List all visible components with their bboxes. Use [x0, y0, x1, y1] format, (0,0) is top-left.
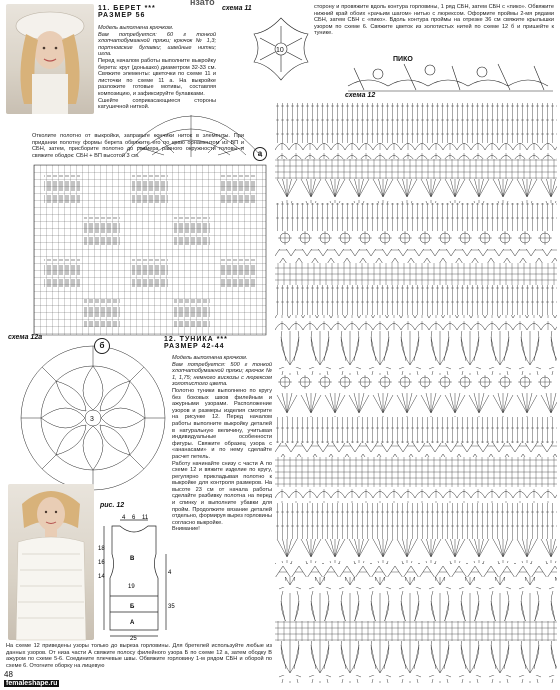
- section-12-text2: Работу начинайте снизу с части А по схеме 12 и вяжите изделие по кругу, регулярно прикладывая полотно к выкройке для контроля размеров. На высоте 23 см от начала работы сделайте разбивку полотна на перед и спинку и выполните убавки для пройм. Продолжите вязание деталей отдельно, формируя вырез горловины согласно выкройке.: [172, 460, 273, 526]
- section-12-text1: Полотно туники выполнено по кругу без боковых швов филейным и ажурными узорами. Расположение узоров и размеры изделия смотрите на рисунке 12. Перед началом работы выполните выкройку деталей в натуральную величину, учитывая индивидуальные особенности фигуры. Свяжите образец узора с «ананасами» и по нему сделайте расчет петель.: [172, 387, 272, 460]
- schema-12-chart: [275, 103, 557, 683]
- schema-12b-letter-badge: [94, 338, 110, 354]
- section-12-header: [164, 336, 274, 350]
- top-right-text: сторону и провяжите вдоль контура горловины, 1 ряд СБН, затем СБН с «пико». Обвяжите нижний край обоих «рачьим шагом» нитью с люрексом. Оформите проймы 2-мя рядами СБН, затем СБН с «пико». Вдоль контура проймы на отрезке 36 см свяжите крылышки узором по схеме 6. Свяжите цветок из золотистых нитей по схеме 12 б и пришейте к тунике.: [314, 4, 554, 37]
- section-12-text3: На схеме 12 приведены узоры только до выреза горловины. Для бретелей используйте любые из данных узоров. От низа части А свяжите полосу филейного узора Б по схеме 12 а, затем ободку В ажуром по схеме 5-6. Соедините плечевые швы. Обвяжите горловину 1-м рядом СБН и оборой по схеме 6. Отогните оборку на лицевую: [6, 643, 272, 669]
- figure-12-dim-4: 16: [98, 560, 105, 566]
- schema-12a-label: схема 12а: [8, 334, 43, 341]
- section-12-size: РАЗМЕР 42-44: [164, 343, 225, 350]
- figure-12-dim-7: 4: [168, 570, 172, 576]
- figure-12-dim-9: 25: [130, 636, 137, 642]
- schema-11-number: 10: [276, 47, 284, 54]
- schema-12b-center-number: 3: [90, 416, 94, 423]
- section-11-header: [98, 5, 218, 19]
- beret-model-illustration: [6, 4, 94, 114]
- schema-11-motif: [246, 14, 316, 84]
- schema-11a-leaf: [116, 95, 266, 165]
- section-11-needs-text: 60 г тонкой хлопчатобумажной пряжи; крючок № 1,3; портновские булавки; швейные нитки; игла.: [98, 31, 216, 58]
- figure-12-letter-b: Б: [130, 604, 135, 610]
- section-11-subtitle: Модель выполнена крючком.: [98, 25, 174, 31]
- section-11-text1: Перед началом работы выполните выкройку берета: круг (донышко) диаметром 32-33 см. Свяжите элементы: цветочки по схеме 11 и листочки по схеме 11 а. На выкройке разложите готовые мотивы, составляя композицию, и зафиксируйте булавками.: [98, 57, 216, 97]
- pico-illustration: [348, 60, 553, 94]
- schema-12b-motif: [18, 343, 168, 493]
- tunic-model-photo: [8, 484, 94, 640]
- filet-chart-left: [34, 165, 266, 335]
- schema-11a-letter: а: [257, 149, 263, 158]
- page-number: 48: [4, 670, 13, 679]
- schema-11-label: схема 11: [222, 5, 252, 12]
- schema-11a-letter-badge: [253, 147, 267, 161]
- section-11-stars: ***: [144, 5, 156, 12]
- section-11-needs-label: Вам потребуется:: [98, 31, 157, 38]
- section-12-title: 12. ТУНИКА: [164, 336, 214, 343]
- figure-12-letter-a: А: [130, 620, 135, 626]
- section-12-needs-text: 500 г тонкой хлопчатобумажной пряжи; крючок № 1, 1,75; немного вискозы с люрексом золотистого цвета.: [172, 361, 272, 388]
- beret-model-photo: [6, 4, 94, 114]
- schema-12-label: схема 12: [345, 92, 376, 99]
- figure-12-dim-5: 14: [98, 574, 105, 580]
- section-12-attention-label: Внимание!: [172, 526, 200, 533]
- section-11-size: РАЗМЕР 56: [98, 12, 146, 19]
- section-12-subtitle: Модель выполнена крючком.: [172, 355, 248, 361]
- section-12-stars: ***: [216, 336, 228, 343]
- section-12-needs-label: Вам потребуется:: [172, 361, 226, 368]
- section-11-text3: Отколите полотно от выкройки, заправьте кончики ниток в элементы. При придании полотну формы берета обвяжите его по краю орнаментом из ВП и СБН, затем, присборите полотно до размера равного окружности головы и свяжите ободок: СБН + ВП высотой 3 см.: [32, 133, 244, 159]
- figure-12-dim-1: 6: [132, 515, 136, 521]
- figure-12-drawing: [100, 512, 180, 640]
- pico-label: ПИКО: [393, 56, 413, 63]
- header-fragment: нзато: [190, 0, 215, 7]
- figure-12-dim-8: 35: [168, 604, 175, 610]
- figure-12-dim-0: 4: [122, 515, 126, 521]
- figure-12-label: рис. 12: [100, 502, 125, 509]
- schema-12b-letter: б: [99, 341, 105, 350]
- figure-12-dim-2: 11: [142, 515, 149, 521]
- section-11-title: 11. БЕРЕТ: [98, 5, 142, 12]
- figure-12-letter-v: В: [130, 556, 135, 562]
- site-watermark: femaleshape.ru: [6, 680, 58, 687]
- section-11-text2: Сшейте соприкасающиеся стороны катушечной ниткой.: [98, 97, 216, 111]
- figure-12-dim-3: 18: [98, 546, 105, 552]
- figure-12-dim-6: 19: [128, 584, 135, 590]
- tunic-model-illustration: [8, 484, 94, 640]
- section-12-body: [172, 355, 272, 533]
